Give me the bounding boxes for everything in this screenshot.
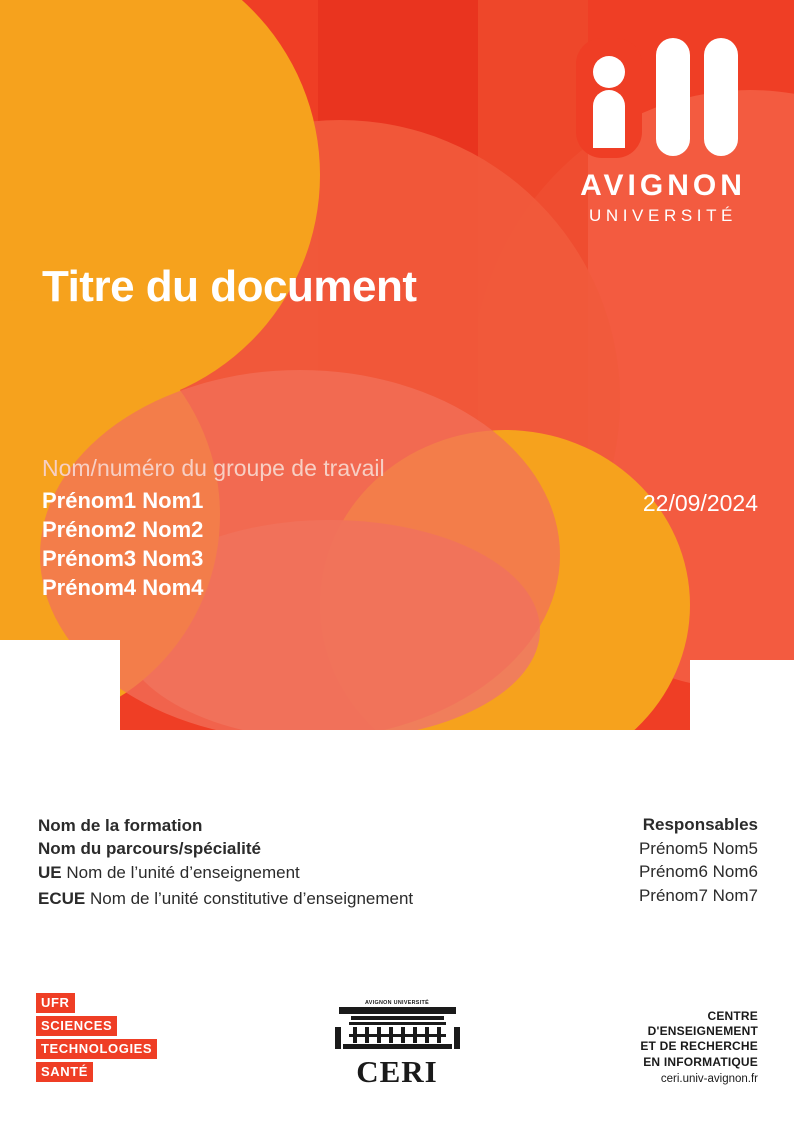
university-logo-block <box>568 28 758 224</box>
group-block <box>42 455 385 602</box>
group-member: Prénom2 Nom2 <box>42 517 204 543</box>
responsables-title: Responsables <box>642 815 758 834</box>
center-label-line-4: EN INFORMATIQUE <box>643 1054 758 1069</box>
ufr-line-4: SANTÉ <box>36 1062 93 1082</box>
ceri-logo-top-text: AVIGNON UNIVERSITÉ <box>364 1000 429 1006</box>
group-label: Nom/numéro du groupe de travail <box>42 455 385 481</box>
formation-ecue-label: Nom de l’unité constitutive d’enseignement <box>89 888 414 908</box>
ufr-line-2: SCIENCES <box>36 1016 117 1036</box>
center-label-block <box>640 1009 758 1085</box>
responsables-block <box>639 815 758 907</box>
responsable-name: Prénom5 Nom5 <box>638 839 758 858</box>
formation-ue-label: Nom de l’unité d’enseignement <box>66 863 300 883</box>
group-member: Prénom4 Nom4 <box>42 575 204 601</box>
formation-ecue-row <box>38 886 413 912</box>
formation-ecue-tag: ECUE <box>38 888 86 908</box>
logo-name: AVIGNON <box>580 169 746 202</box>
center-label-line-3: ET DE RECHERCHE <box>640 1039 758 1054</box>
group-member: Prénom3 Nom3 <box>42 546 204 572</box>
hero-mask-bottom <box>0 730 794 800</box>
formation-ue-tag: UE <box>38 863 62 883</box>
page-title: Titre du document <box>42 262 417 311</box>
group-member: Prénom1 Nom1 <box>42 488 204 513</box>
ufr-line-3: TECHNOLOGIES <box>36 1039 157 1059</box>
center-label-line-2: D'ENSEIGNEMENT <box>647 1023 758 1038</box>
formation-name: Nom de la formation <box>38 816 203 835</box>
formation-ue-row <box>38 860 413 886</box>
center-website-url[interactable]: ceri.univ-avignon.fr <box>660 1073 758 1085</box>
avignon-universite-logo-icon <box>570 28 756 163</box>
formation-parcours: Nom du parcours/spécialité <box>38 838 261 858</box>
responsable-name: Prénom7 Nom7 <box>638 885 758 905</box>
ceri-building-logo-icon <box>335 1007 460 1049</box>
ceri-logo-block <box>327 1000 467 1087</box>
logo-subtitle: UNIVERSITÉ <box>588 206 738 225</box>
hero-mask-left <box>0 640 120 740</box>
hero-mask-right <box>690 660 794 740</box>
ceri-wordmark: CERI <box>356 1054 438 1089</box>
document-date: 22/09/2024 <box>642 490 758 516</box>
center-label-line-1: CENTRE <box>707 1008 758 1023</box>
ufr-line-1: UFR <box>36 993 75 1013</box>
formation-block <box>38 815 413 911</box>
responsable-name: Prénom6 Nom6 <box>638 862 758 882</box>
ufr-badge-block <box>36 993 157 1085</box>
